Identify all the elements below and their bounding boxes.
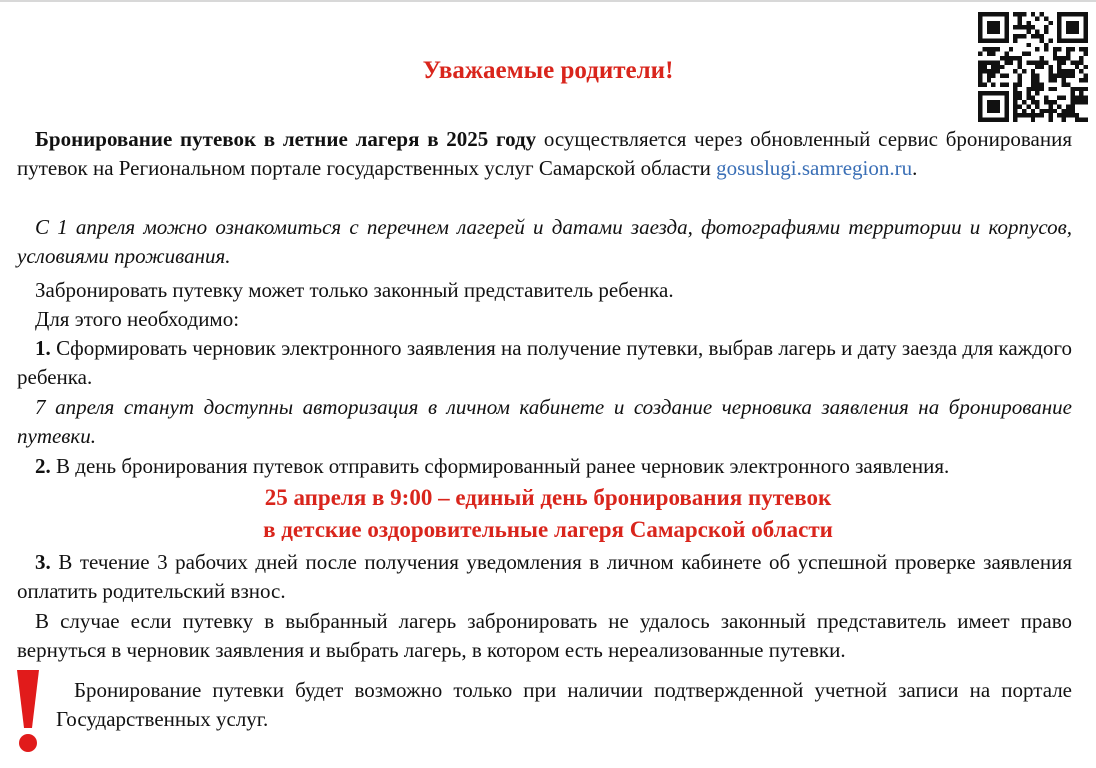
step-1-number: 1. xyxy=(35,336,51,360)
exclamation-icon xyxy=(13,668,43,754)
necessary-heading: Для этого необходимо: xyxy=(35,307,240,331)
step-1-text: Сформировать черновик электронного заявления на получение путевки, выбрав лагерь и дату заезда для каждого ребенка. xyxy=(17,336,1072,389)
intro-paragraph xyxy=(17,125,1072,183)
step-1 xyxy=(17,334,1072,392)
notice-april-1: С 1 апреля можно ознакомиться с перечнем лагерей и датами заезда, фотографиями территории и корпусов, условиями проживания. xyxy=(17,215,1072,268)
step-2 xyxy=(17,452,1072,481)
step-2-number: 2. xyxy=(35,454,51,478)
step-3-text: В течение 3 рабочих дней после получения уведомления в личном кабинете об успешной проверке заявления оплатить родительский взнос. xyxy=(17,550,1073,603)
page-title: Уважаемые родители! xyxy=(422,57,674,84)
step-3 xyxy=(17,548,1072,606)
top-border xyxy=(0,0,1096,2)
intro-bold: Бронирование путевок в летние лагеря в 2025 году xyxy=(35,127,537,151)
step-3-number: 3. xyxy=(35,550,51,574)
booking-day-line-1: 25 апреля в 9:00 – единый день бронирования путевок xyxy=(264,485,832,510)
step-2-text: В день бронирования путевок отправить сформированный ранее черновик электронного заявления. xyxy=(56,454,950,478)
intro-period: . xyxy=(912,156,918,180)
fallback-paragraph: В случае если путевку в выбранный лагерь забронировать не удалось законный представитель имеет право вернуться в черновик заявления и выбрать лагерь, в котором есть нереализованные путевки. xyxy=(17,609,1072,662)
notice-april-7: 7 апреля станут доступны авторизация в личном кабинете и создание черновика заявления на бронирование путевки. xyxy=(17,395,1072,448)
booking-day-line-2: в детские оздоровительные лагеря Самарской области xyxy=(263,517,833,542)
legal-representative-note: Забронировать путевку может только законный представитель ребенка. xyxy=(35,278,674,302)
gosuslugi-link[interactable]: gosuslugi.samregion.ru xyxy=(716,156,913,180)
warning-text: Бронирование путевки будет возможно только при наличии подтвержденной учетной записи на портале Государственных услуг. xyxy=(56,678,1072,731)
intro-text: осуществляется через обновленный сервис бронирования путевок на Региональном портале государственных услуг Самарской области xyxy=(17,127,1072,180)
